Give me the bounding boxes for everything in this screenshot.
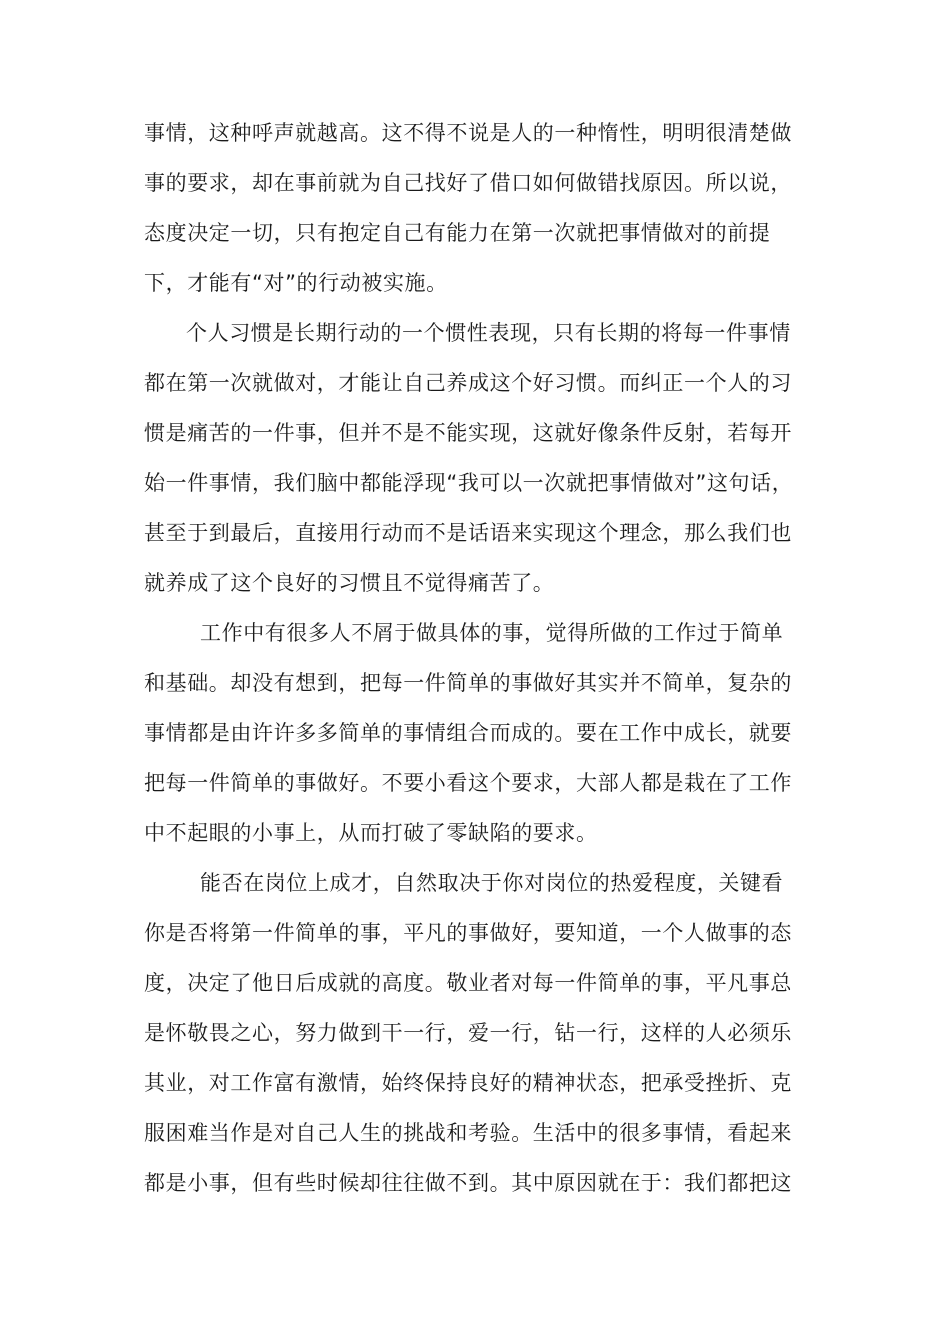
text-line: 甚至于到最后，直接用行动而不是话语来实现这个理念，那么我们也 [144,521,792,545]
text-line: 惯是痛苦的一件事，但并不是不能实现，这就好像条件反射，若每开 [144,421,792,445]
text-line: 事情都是由许许多多简单的事情组合而成的。要在工作中成长，就要 [144,721,792,745]
text-line: 和基础。却没有想到，把每一件简单的事做好其实并不简单，复杂的 [144,671,792,695]
text-line: 下，才能有“对”的行动被实施。 [144,271,448,295]
paragraph-first-line: 个人习惯是长期行动的一个惯性表现，只有长期的将每一件事情 [186,321,791,345]
text-line: 把每一件简单的事做好。不要小看这个要求，大部人都是栽在了工作 [144,771,792,795]
text-line: 就养成了这个良好的习惯且不觉得痛苦了。 [144,571,555,595]
text-line: 事情，这种呼声就越高。这不得不说是人的一种惰性，明明很清楚做 [144,121,792,145]
text-line: 事的要求，却在事前就为自己找好了借口如何做错找原因。所以说， [144,171,792,195]
text-line: 其业，对工作富有激情，始终保持良好的精神状态，把承受挫折、克 [144,1071,792,1095]
paragraph-first-line: 工作中有很多人不屑于做具体的事，觉得所做的工作过于简单 [200,621,784,645]
text-line: 中不起眼的小事上，从而打破了零缺陷的要求。 [144,821,598,845]
text-line: 都是小事，但有些时候却往往做不到。其中原因就在于：我们都把这 [144,1171,792,1195]
paragraph-first-line: 能否在岗位上成才，自然取决于你对岗位的热爱程度，关键看 [200,871,784,895]
text-line: 态度决定一切，只有抱定自己有能力在第一次就把事情做对的前提 [144,221,771,245]
text-line: 服困难当作是对自己人生的挑战和考验。生活中的很多事情，看起来 [144,1121,792,1145]
text-line: 始一件事情，我们脑中都能浮现“我可以一次就把事情做对”这句话， [144,471,794,495]
text-line: 都在第一次就做对，才能让自己养成这个好习惯。而纠正一个人的习 [144,371,792,395]
text-line: 是怀敬畏之心，努力做到干一行，爱一行，钻一行，这样的人必须乐 [144,1021,792,1045]
text-line: 度，决定了他日后成就的高度。敬业者对每一件简单的事，平凡事总 [144,971,792,995]
text-line: 你是否将第一件简单的事，平凡的事做好，要知道，一个人做事的态 [144,921,792,945]
